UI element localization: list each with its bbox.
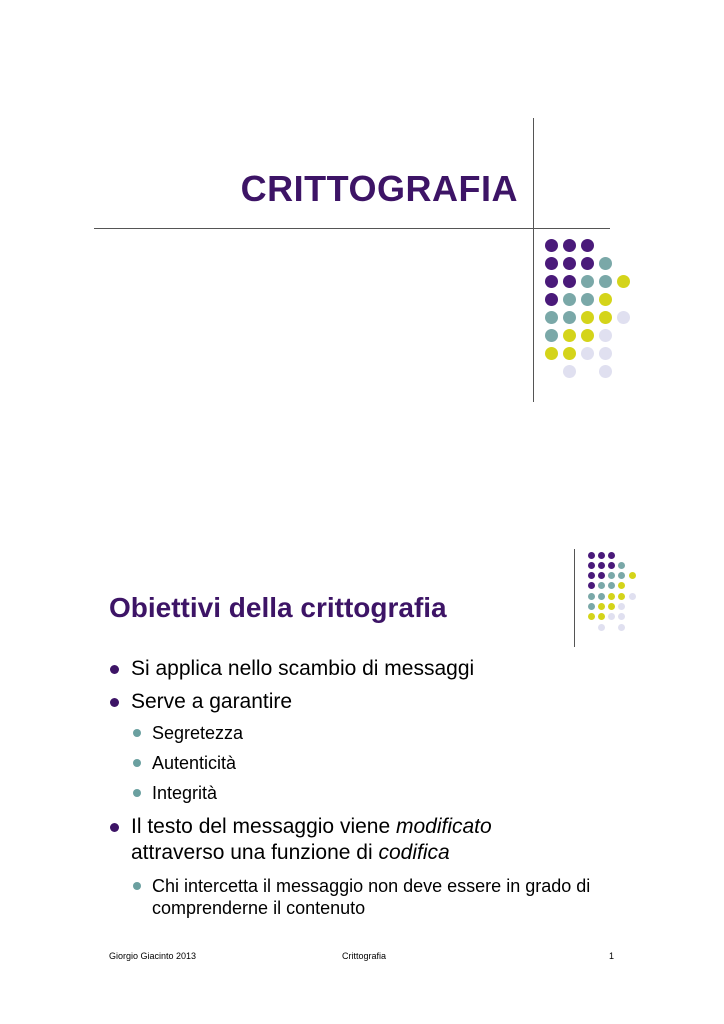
- decorative-dot: [581, 239, 594, 252]
- decorative-dot: [608, 603, 615, 610]
- decorative-dot: [581, 329, 594, 342]
- bullet-icon: [110, 823, 119, 832]
- bullet-text-part: Il testo del messaggio viene: [131, 815, 396, 838]
- sub-bullet-icon: [133, 729, 141, 737]
- decorative-dot: [608, 562, 615, 569]
- decorative-dot: [545, 275, 558, 288]
- bullet-text: Si applica nello scambio di messaggi: [131, 657, 475, 680]
- decorative-dot: [608, 593, 615, 600]
- sub-bullet-text: Autenticità: [152, 753, 237, 773]
- decorative-dot: [563, 329, 576, 342]
- decorative-dot: [563, 293, 576, 306]
- decorative-dot: [598, 593, 605, 600]
- sub-bullet-icon: [133, 789, 141, 797]
- decorative-dot: [588, 613, 595, 620]
- decorative-dot: [581, 293, 594, 306]
- decorative-dot: [588, 603, 595, 610]
- vertical-divider: [533, 118, 534, 402]
- bullet-icon: [110, 665, 119, 674]
- decorative-dot: [608, 582, 615, 589]
- sub-bullet-text: Segretezza: [152, 723, 244, 743]
- decorative-dot: [618, 562, 625, 569]
- decorative-dot: [608, 552, 615, 559]
- bullet-text-italic: modificato: [395, 815, 492, 838]
- bullet-text: Serve a garantire: [131, 690, 293, 713]
- decorative-dot: [599, 365, 612, 378]
- decorative-dot: [598, 582, 605, 589]
- decorative-dot: [608, 613, 615, 620]
- decorative-dot: [563, 311, 576, 324]
- decorative-dot: [588, 562, 595, 569]
- decorative-dot: [563, 239, 576, 252]
- decorative-dot: [599, 293, 612, 306]
- decorative-dot: [608, 572, 615, 579]
- decorative-dot: [581, 257, 594, 270]
- footer-page-number: 1: [609, 951, 615, 961]
- sub-bullet-text: Integrità: [152, 783, 218, 803]
- decorative-dot: [618, 603, 625, 610]
- decorative-dot: [617, 275, 630, 288]
- decorative-dot: [598, 572, 605, 579]
- decorative-dot: [599, 347, 612, 360]
- decorative-dot: [563, 275, 576, 288]
- decorative-dot: [598, 552, 605, 559]
- decorative-dot: [588, 552, 595, 559]
- decorative-dot: [599, 257, 612, 270]
- decorative-dot: [563, 347, 576, 360]
- decorative-dot: [618, 572, 625, 579]
- decorative-dot: [563, 257, 576, 270]
- footer-author: Giorgio Giacinto 2013: [109, 951, 197, 961]
- decorative-dot: [599, 311, 612, 324]
- horizontal-divider: [94, 228, 610, 229]
- bullet-icon: [110, 698, 119, 707]
- bullet-text-part: attraverso una funzione di: [131, 841, 379, 864]
- decorative-dot: [563, 365, 576, 378]
- sub-bullet-icon: [133, 882, 141, 890]
- decorative-dot: [545, 311, 558, 324]
- decorative-dot: [599, 329, 612, 342]
- decorative-dot: [581, 275, 594, 288]
- footer-title: Crittografia: [342, 951, 387, 961]
- decorative-dot: [588, 572, 595, 579]
- decorative-dot: [598, 603, 605, 610]
- decorative-dot: [618, 582, 625, 589]
- bullet-text-multiline: [131, 814, 591, 866]
- decorative-dot: [545, 239, 558, 252]
- decorative-dot: [581, 311, 594, 324]
- sub-bullet-icon: [133, 759, 141, 767]
- decorative-dot: [588, 593, 595, 600]
- decorative-dot: [545, 329, 558, 342]
- decorative-dot: [545, 347, 558, 360]
- decorative-dot: [629, 593, 636, 600]
- decorative-dot: [618, 624, 625, 631]
- decorative-dot: [617, 311, 630, 324]
- decorative-dot: [599, 275, 612, 288]
- decorative-dot: [545, 293, 558, 306]
- decorative-dot: [598, 613, 605, 620]
- vertical-divider-small: [574, 549, 575, 647]
- bullet-text-italic: codifica: [378, 841, 450, 864]
- decorative-dot: [618, 593, 625, 600]
- decorative-dot: [581, 347, 594, 360]
- decorative-dot: [618, 613, 625, 620]
- decorative-dot: [588, 582, 595, 589]
- section-title: Obiettivi della crittografia: [109, 592, 447, 623]
- decorative-dot: [598, 624, 605, 631]
- decorative-dot: [598, 562, 605, 569]
- decorative-dot: [545, 257, 558, 270]
- decorative-dot: [629, 572, 636, 579]
- slide-title: CRITTOGRAFIA: [240, 168, 518, 209]
- sub-bullet-text: Chi intercetta il messaggio non deve essere in grado di comprenderne il contenuto: [152, 876, 591, 918]
